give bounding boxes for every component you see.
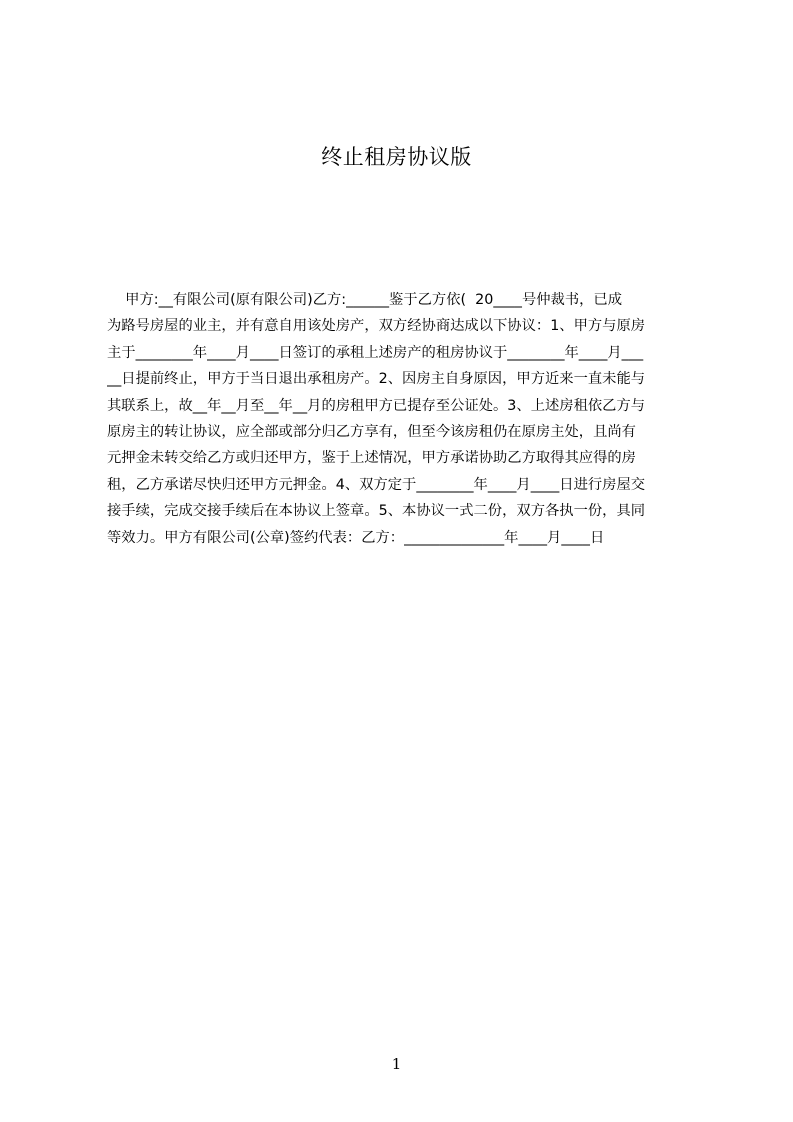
agreement-body bbox=[107, 287, 707, 551]
body-line: 元押金未转交给乙方或归还甲方，鉴于上述情况，甲方承诺协助乙方取得其应得的房 bbox=[107, 450, 636, 467]
body-line: 主于________年____月____日签订的承租上述房产的租房协议于________年____月___ bbox=[107, 344, 644, 361]
page-number: 1 bbox=[391, 1055, 402, 1073]
body-line: 其联系上，故__年__月至__年__月的房租甲方已提存至公证处。3、上述房租依乙方与 bbox=[107, 397, 646, 414]
body-line: __日提前终止，甲方于当日退出承租房产。2、因房主自身原因，甲方近来一直未能与 bbox=[107, 371, 646, 388]
body-line: 等效力。甲方有限公司(公章)签约代表：乙方：______________年____月____日 bbox=[107, 529, 605, 546]
body-line: 为路号房屋的业主，并有意自用该处房产，双方经协商达成以下协议：1、甲方与原房 bbox=[107, 318, 646, 335]
body-line: 接手续，完成交接手续后在本协议上签章。5、本协议一式二份，双方各执一份，具同 bbox=[107, 503, 646, 520]
document-title: 终止租房协议版 bbox=[321, 145, 472, 169]
body-line: 租，乙方承诺尽快归还甲方元押金。4、双方定于________年____月____日进行房屋交 bbox=[107, 476, 646, 493]
body-line: 原房主的转让协议，应全部或部分归乙方享有，但至今该房租仍在原房主处，且尚有 bbox=[107, 423, 636, 440]
body-line: 甲方:__有限公司(原有限公司)乙方:______鉴于乙方依( 20____号仲裁书，已成 bbox=[107, 292, 623, 308]
